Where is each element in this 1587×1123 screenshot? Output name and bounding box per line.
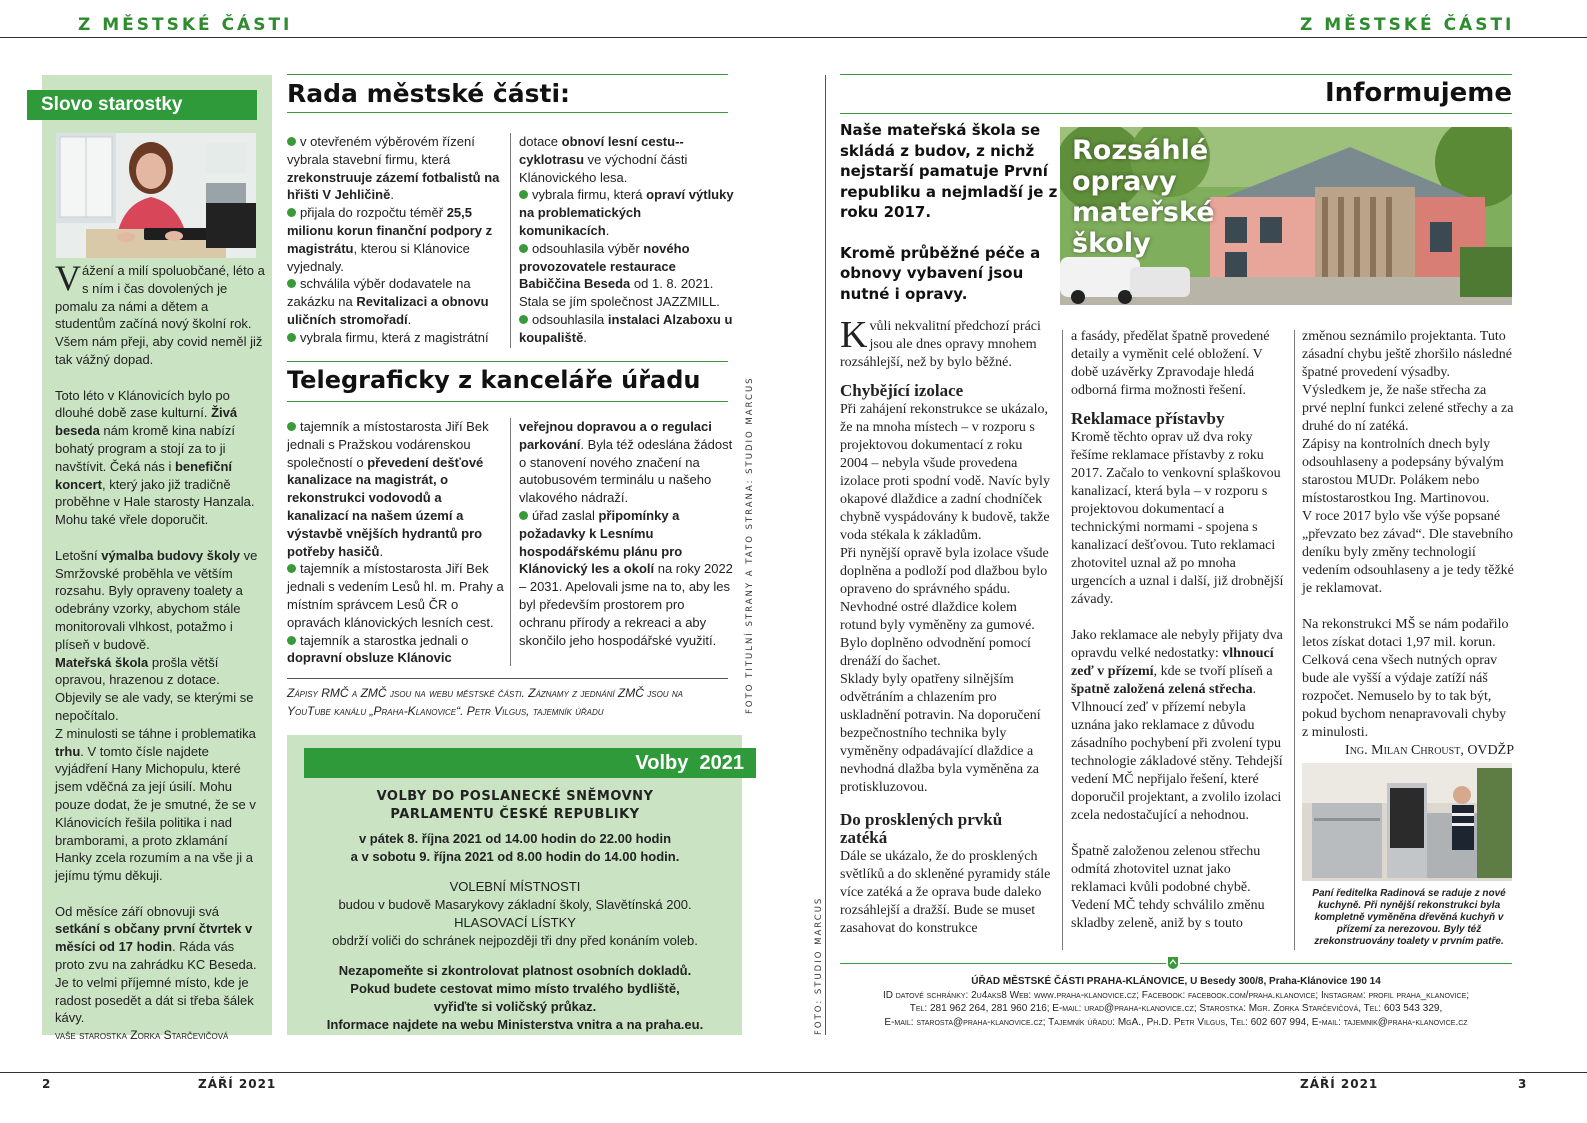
- article-divider-1: [1062, 330, 1063, 950]
- rada-column-divider: [510, 133, 511, 348]
- rada-bottom-rule: [287, 112, 728, 113]
- photo-credit-right: FOTO: STUDIO MARCUS: [814, 896, 824, 1035]
- mayor-paragraph: Mateřská škola prošla větší opravou, hrazenou z dotace. Objevily se ale vady, se kterými se nepočítalo.: [55, 654, 254, 723]
- header-rule: [0, 37, 1587, 38]
- rada-item: vybrala firmu, která z magistrátní: [287, 329, 505, 347]
- page-number-right: 3: [1518, 1077, 1528, 1091]
- info-lead-1: Naše mateřská škola se skládá z budov, z nichž nejstarší pamatuje První republiku a nejmladší je z roku 2017.: [840, 121, 1058, 221]
- article-paragraph: Na rekonstrukci MŠ se nám podařilo letos získat dotaci 1,97 mil. korun. Celková cena všech nutných oprav bude ale vyšší a výdaje zatíží náš rozpočet. Nemuselo by to tak být, pokud bychom nenapravovali chyby z minulosti.: [1302, 617, 1509, 740]
- section-header-left: Z MĚSTSKÉ ČÁSTI: [78, 15, 293, 35]
- telegraf-column-divider: [510, 418, 511, 666]
- mayor-paragraph: Vážení a milí spoluobčané, léto a s ním i čas dovolených je pomalu za námi a dětem a studentům začíná nový školní rok. Všem nám přeji, aby covid neměl již tak vážný dopad.: [55, 258, 265, 367]
- school-photo: [1060, 127, 1512, 305]
- rada-item: vybrala firmu, která opraví výtluky na problematických komunikacích.: [519, 187, 734, 238]
- rada-item: schválila výběr dodavatele na zakázku na Revitalizaci a obnovu uličních stromořadí.: [287, 276, 489, 327]
- issue-date-right: ZÁŘÍ 2021: [1300, 1077, 1379, 1091]
- volby-ballots: obdrží voliči do schránek nejpozději tři dny před konáním voleb.: [332, 933, 698, 948]
- info-lead-2: Kromě průběžné péče a obnovy vybavení jsou nutné i opravy.: [840, 243, 1041, 303]
- volby-content: [290, 788, 740, 1034]
- mayor-title: Slovo starostky: [27, 90, 257, 120]
- kitchen-photo: [1302, 763, 1512, 881]
- article-paragraph: Při nynější opravě byla izolace všude doplněna a podloží pod dlažbou bylo opraveno do správného spádu. Nevhodné ostré dlaždice kolem rotund byly vyměněny za gumové. Bylo doplněno odvodnění pomocí drenáží do šachet.: [840, 546, 1049, 669]
- info-top-rule: [840, 74, 1512, 75]
- article-divider-2: [1294, 330, 1295, 950]
- volby-dates: v pátek 8. října 2021 od 14.00 hodin do 22.00 hodin: [358, 831, 672, 846]
- article-paragraph: Špatně založenou zelenou střechu odmítá zhotovitel uznat jako reklamaci kvůli podobné chybě. Vedení MČ tehdy schválilo změnu skladby zeleně, aniž by s touto: [1071, 844, 1265, 931]
- telegraf-col2: [519, 418, 734, 649]
- photo-credit-left: FOTO TITULNÍ STRANY A TATO STRANA: STUDIO MARCUS: [745, 376, 755, 714]
- rada-col1: [287, 133, 505, 347]
- telegraf-item: úřad zaslal připomínky a požadavky k Lesnímu hospodářskému plánu pro Klánovický les a okolí na roky 2022 – 2031. Apelovali jsme na to, aby les byl především prostorem pro ochranu přírody a rekreaci a aby skončilo jeho hospodářské využití.: [519, 507, 733, 648]
- rada-item: dotace obnoví lesní cestu--cyklotrasu ve východní části Klánovického lesa.: [519, 134, 688, 185]
- office-contacts: ID datové schránky: 2u4aks8 Web: www.praha-klanovice.cz; Facebook: facebook.com/praha.klanovice; Instagram: profil praha_klanovice;: [882, 989, 1470, 1001]
- dropcap: K: [840, 314, 868, 356]
- article-col3: [1302, 328, 1514, 760]
- article-paragraph: Sklady byly opatřeny silnějším odvětráním a chlazením pro uskladnění potravin. Na doporučení bezpečnostního technika byly vyměněny odpadávající dlaždice a nevhodná dlažba byla vyměněna za protiskluzovou.: [840, 672, 1041, 795]
- dropcap: V: [55, 258, 81, 298]
- rada-item: přijala do rozpočtu téměř 25,5 milionu korun finanční podpory z magistrátu, kterou si Klánovice vyjednaly.: [287, 205, 493, 274]
- volby-dates: a v sobotu 9. října 2021 od 8.00 hodin do 14.00 hodin.: [350, 849, 680, 864]
- mayor-paragraph: Z minulosti se táhne i problematika trhu. V tomto čísle najdete vyjádření Hany Michopulu, které jsem vděčná za její úsilí. Mohu pouze dodat, že je smutné, že se v Klánovicích řešila politika i nad bramborami, a proto zklamání Hanky zcela rozumím a na vše ji a jejímu týmu děkuji.: [55, 725, 256, 884]
- page-number-left: 2: [42, 1077, 52, 1091]
- telegraf-bottom-rule: [287, 401, 728, 402]
- mayor-signature: vaše starostka Zorka Starčevičová: [55, 1028, 229, 1043]
- telegraf-note: Zápisy RMČ a ZMČ jsou na webu městské části. Záznamy z jednání ZMČ jsou na YouTube kanálu „Praha-Klanovice“. Petr Vilgus, tajemník úřadu: [287, 686, 684, 718]
- article-paragraph: Při zahájení rekonstrukce se ukázalo, že na mnoha místech – v rozporu s projektovou dokumentací z roku 2004 – nebyla všude provedena izolace proti spodní vodě. Navíc byly okapové dlaždice a zadní chodníček chybně vyspádovány k budově, takže voda stékala k základům.: [840, 402, 1050, 543]
- kitchen-photo-caption: Paní ředitelka Radinová se raduje z nové kuchyně. Při nynější rekonstrukci byla kompletně vyměněna dřevěná kuchyň v přízemí za nerezovou. Byly též zrekonstruovány toalety v prvním patře.: [1312, 888, 1506, 947]
- telegraf-item: tajemník a starostka jednali o dopravní obsluze Klánovic: [287, 632, 469, 666]
- mayor-paragraph: Letošní výmalba budovy školy ve Smržovské proběhla ve větším rozsahu. Byly opraveny toalety a odebrány vzorky, abychom stále monitorovali vlhkost, potažmo i plíseň v budově.: [55, 547, 258, 652]
- telegraf-top-rule: [287, 361, 728, 362]
- volby-rooms: budou v budově Masarykovy základní školy, Slavětínská 200.: [338, 897, 692, 912]
- telegraf-col1: [287, 418, 505, 667]
- telegraf-title: Telegraficky z kanceláře úřadu: [287, 366, 701, 394]
- footer-rule: [0, 1072, 1587, 1073]
- mayor-photo: [56, 133, 256, 258]
- volby-warning: vyřiďte si voličský průkaz.: [433, 999, 597, 1014]
- volby-ballots-heading: HLASOVACÍ LÍSTKY: [454, 915, 576, 930]
- article-paragraph: Kromě těchto oprav už dva roky řešíme reklamace přístavby z roku 2017. Začalo to venkovní splaškovou kanalizací, která byla – v rozporu s projektovou dokumentací a technickými normami - spojena s kanalizací dešťovou. Tuto reklamaci zhotovitel uznal až po mnoha urgencích a uznal i další, již drobnější závady.: [1071, 430, 1284, 607]
- subheading: Do prosklených prvků zatéká: [840, 810, 1003, 847]
- article-paragraph: Vlhnoucí zeď v přízemí nebyla uznána jako reklamace z důvodu zásadního pochybení při zvolení typu technologie základové stěny. Tehdejší vedení MČ nepřijalo řešení, které doporučil projektant, a zvolilo izolaci zcela nedostačující a nehodnou.: [1071, 700, 1283, 823]
- office-contacts: E-mail: starosta@praha-klanovice.cz; Tajemník úřadu: MgA., Ph.D. Petr Vilgus, Tel: 602 607 994, E-mail: tajemnik@praha-klanovice.cz: [884, 1016, 1468, 1028]
- info-bottom-rule: [840, 113, 1512, 114]
- info-lead: [840, 120, 1058, 304]
- article-paragraph: a fasády, předělat špatně provedené detaily a vyměnit celé obložení. V době uzávěrky Zpravodaje hledá odborná firma možnosti řešení.: [1071, 329, 1270, 398]
- volby-rooms-heading: VOLEBNÍ MÍSTNOSTI: [449, 879, 581, 894]
- rada-item: odsouhlasila výběr nového provozovatele restaurace Babiččina Beseda od 1. 8. 2021. Stala se jím společnost JAZZMILL.: [519, 240, 720, 310]
- subheading: Chybějící izolace: [840, 381, 964, 400]
- mayor-text: [55, 258, 265, 1045]
- page-spine-rule: [825, 75, 826, 1035]
- article-signature: Ing. Milan Chroust, OVDŽP: [1345, 743, 1514, 758]
- office-logo: [1166, 956, 1180, 970]
- office-contacts: Tel: 281 962 264, 281 960 216; E-mail: urad@praha-klanovice.cz; Starostka: Mgr. Zorka Starčevičová, Tel: 603 543 329,: [909, 1003, 1443, 1014]
- volby-warning: Nezapomeňte si zkontrolovat platnost osobních dokladů.: [338, 963, 692, 978]
- telegraf-note-rule: [287, 678, 728, 679]
- subheading: Reklamace přístavby: [1071, 409, 1225, 428]
- article-paragraph: Dále se ukázalo, že do prosklených světlíků a do skleněné pyramidy stále více zatéká a že oprava bude daleko rozsáhlejší a dražší. Bude se muset zasahovat do konstrukce: [840, 849, 1051, 936]
- mayor-paragraph: Toto léto v Klánovicích bylo po dlouhé době zase kulturní. Živá beseda nám kromě kina nabízí bohatý program a stojí za to ji navštívit. Čeká nás i benefiční koncert, který jako již tradičně proběhne v Hale starosty Hanzala. Mohu také vřele doporučit.: [55, 387, 255, 528]
- telegraf-item: veřejnou dopravou a o regulaci parkování. Byla též odeslána žádost o stanovení nového značení na autobusovém terminálu u našeho vlakového nádraží.: [519, 419, 733, 506]
- office-name: ÚŘAD MĚSTSKÉ ČÁSTI PRAHA-KLÁNOVICE, U Besedy 300/8, Praha-Klánovice 190 14: [971, 976, 1381, 987]
- article-paragraph: Kvůli nekvalitní předchozí práci jsou ale dnes opravy mnohem rozsáhlejší, než by bylo běžné.: [840, 314, 1041, 370]
- article-paragraph: změnou seznámilo projektanta. Tuto zásadní chybu ještě zhoršilo následné špatné provedení výsadby. Výsledkem je, že naše střecha za prvé neplní funkci zelené střechy a za druhé do ní zatéká.: [1302, 329, 1514, 434]
- volby-title: Volby 2021: [304, 748, 756, 778]
- article-col1: [840, 314, 1053, 938]
- office-info: [840, 975, 1512, 1029]
- rada-item: v otevřeném výběrovém řízení vybrala stavební firmu, která zrekonstruuje zázemí fotbalistů na hřišti V Jehličině.: [287, 134, 500, 203]
- rada-top-rule: [287, 74, 728, 75]
- article-paragraph: Zápisy na kontrolních dnech byly odsouhlaseny a podepsány bývalým starostou MUDr. Polákem nebo místostarostkou Ing. Martinovou.: [1302, 437, 1504, 506]
- rada-title: Rada městské části:: [287, 79, 571, 108]
- telegraf-item: tajemník a místostarosta Jiří Bek jednali s Pražskou vodárenskou společností o převedení dešťové kanalizace na magistrát, o rekonstrukci vodovodů a kanalizací na našem území a výstavbě vnějších hydrantů pro potřeby hasičů.: [287, 419, 489, 559]
- volby-heading: VOLBY DO POSLANECKÉ SNĚMOVNY PARLAMENTU ČESKÉ REPUBLIKY: [376, 789, 654, 822]
- info-title: Informujeme: [1324, 78, 1512, 108]
- school-photo-title: Rozsáhlé opravy mateřské školy: [1072, 135, 1215, 259]
- rada-item: odsouhlasila instalaci Alzaboxu u koupaliště.: [519, 311, 733, 345]
- issue-date-left: ZÁŘÍ 2021: [198, 1077, 277, 1091]
- mayor-paragraph: Od měsíce září obnovuji svá setkání s občany první čtvrtek v měsíci od 17 hodin. Ráda vás proto zvu na zahrádku KC Beseda. Je to velmi příjemné místo, kde je radost posedět a dát si třeba šálek kávy.: [55, 903, 257, 1026]
- article-paragraph: Jako reklamace ale nebyly přijaty dva opravdu velké nedostatky: vlhnoucí zeď v přízemí, kde se tvoří plíseň a špatně založená zelená střecha.: [1071, 628, 1283, 697]
- telegraf-item: tajemník a místostarosta Jiří Bek jednali s vedením Lesů hl. m. Prahy a místním správcem Lesů ČR o opravách klánovických lesních cest.: [287, 561, 504, 630]
- rada-col2: [519, 133, 734, 347]
- article-paragraph: V roce 2017 bylo vše výše popsané „převzato bez závad“. Dle stavebního deníku byly změny technologií vedením odsouhlaseny a je tedy těžké je reklamovat.: [1302, 509, 1514, 596]
- volby-warning: Pokud budete cestovat mimo místo trvalého bydliště,: [350, 981, 680, 996]
- article-col2: [1071, 328, 1286, 933]
- volby-warning: Informace najdete na webu Ministerstva vnitra a na praha.eu.: [326, 1017, 704, 1032]
- section-header-right: Z MĚSTSKÉ ČÁSTI: [1300, 15, 1515, 35]
